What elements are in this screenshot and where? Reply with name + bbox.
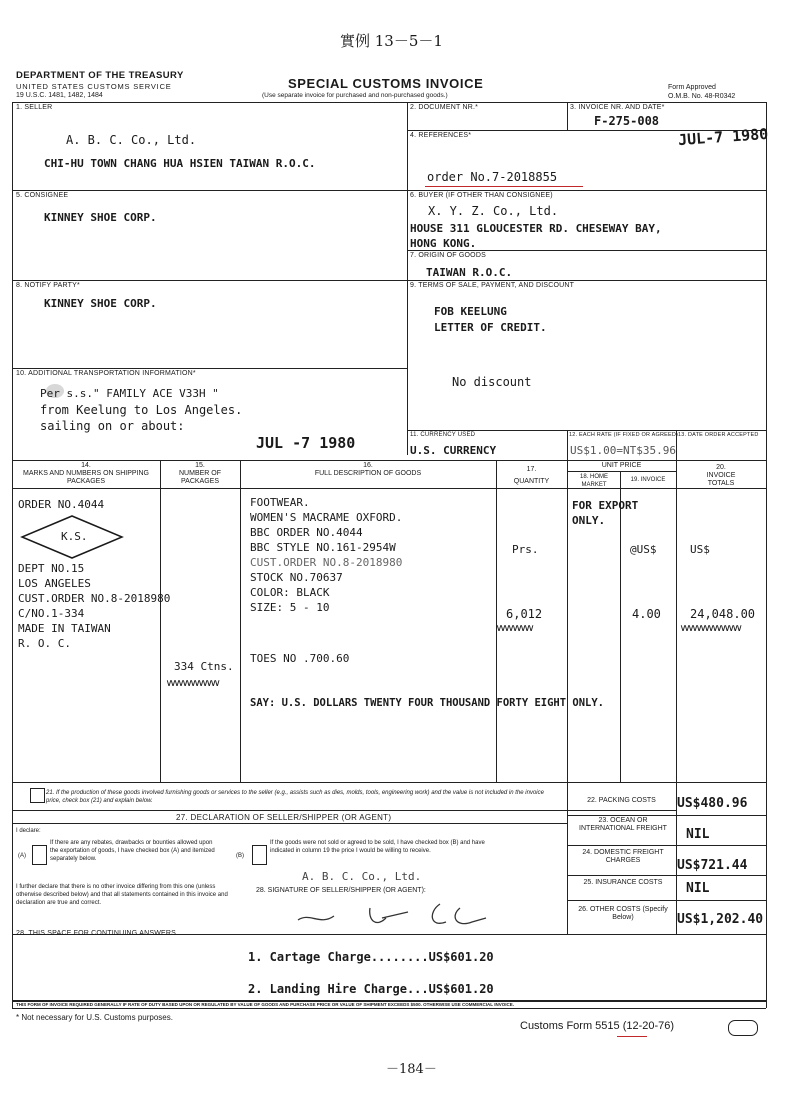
transport-label: 10. ADDITIONAL TRANSPORTATION INFORMATION* bbox=[16, 370, 196, 377]
checkbox-a-label: (A) bbox=[18, 853, 26, 859]
item21-checkbox[interactable] bbox=[30, 788, 45, 803]
totals-value: 24,048.00 bbox=[690, 607, 756, 621]
marks-made-in: MADE IN TAIWAN bbox=[18, 622, 111, 635]
seller-name: A. B. C. Co., Ltd. bbox=[66, 133, 197, 147]
packages-value: 334 Ctns. bbox=[174, 660, 234, 673]
seller-label: 1. SELLER bbox=[16, 104, 53, 111]
declare-text: I declare: bbox=[16, 828, 41, 834]
form-number-underline bbox=[617, 1036, 647, 1037]
buyer-address2: HONG KONG. bbox=[410, 237, 477, 250]
buyer-label: 6. BUYER (IF OTHER THAN CONSIGNEE) bbox=[410, 192, 553, 199]
invoice-nr-label: 3. INVOICE NR. AND DATE* bbox=[570, 104, 665, 111]
consignee-label: 5. CONSIGNEE bbox=[16, 192, 69, 199]
totals-tick-marks: ∨∨∨∨∨∨∨∨∨∨∨∨∨∨∨ bbox=[680, 623, 741, 634]
desc-say-amount: SAY: U.S. DOLLARS TWENTY FOUR THOUSAND FORTY EIGHT ONLY. bbox=[250, 697, 605, 709]
charge-domestic-label: 24. DOMESTIC FREIGHT CHARGES bbox=[582, 849, 664, 864]
stamp-company: A. B. C. Co., Ltd. bbox=[302, 870, 422, 883]
checkbox-a-text: If there are any rebates, drawbacks or bounties allowed upon the exportation of goods, I have checked box (A) and itemized separately below. bbox=[50, 840, 215, 862]
form-approved: Form Approved bbox=[668, 84, 716, 91]
charge-other-value: US$1,202.40 bbox=[677, 912, 764, 927]
quantity-unit: Prs. bbox=[512, 543, 539, 556]
invoice-number: F-275-008 bbox=[594, 114, 660, 128]
terms-line3: No discount bbox=[452, 375, 532, 389]
exchange-rate-label: 12. EACH RATE (IF FIXED OR AGREED) bbox=[569, 432, 679, 438]
col19-header: 19. INVOICE bbox=[630, 477, 666, 483]
charge-other-label: 26. OTHER COSTS (Specify Below) bbox=[578, 906, 668, 921]
desc-line4: BBC STYLE NO.161-2954W bbox=[250, 541, 396, 554]
dept-line1: DEPARTMENT OF THE TREASURY bbox=[16, 70, 184, 81]
desc-line6: STOCK NO.70637 bbox=[250, 571, 343, 584]
checkbox-a[interactable] bbox=[32, 845, 47, 865]
page-header: 實例 13－5－1 bbox=[340, 32, 443, 50]
currency-value: U.S. CURRENCY bbox=[410, 444, 497, 457]
col15-header: NUMBER OF PACKAGES bbox=[179, 470, 221, 485]
sailing-date-stamp: JUL -7 1980 bbox=[256, 434, 356, 452]
desc-line5: CUST.ORDER NO.8-2018980 bbox=[250, 556, 403, 569]
buyer-address1: HOUSE 311 GLOUCESTER RD. CHESEWAY BAY, bbox=[410, 222, 662, 235]
col20-num: 20. bbox=[716, 464, 726, 471]
notify-value: KINNEY SHOE CORP. bbox=[44, 297, 157, 310]
col17-header: QUANTITY bbox=[513, 478, 550, 485]
terms-line1: FOB KEELUNG bbox=[434, 305, 507, 318]
marks-cust-order: CUST.ORDER NO.8-2018980 bbox=[18, 592, 171, 605]
charge-packing-label: 22. PACKING COSTS bbox=[587, 797, 656, 804]
marks-dept: DEPT NO.15 bbox=[18, 562, 85, 575]
transport-route: from Keelung to Los Angeles. bbox=[40, 403, 243, 417]
origin-label: 7. ORIGIN OF GOODS bbox=[410, 252, 486, 259]
col15-num: 15. bbox=[195, 462, 205, 469]
desc-line1: FOOTWEAR. bbox=[250, 496, 310, 509]
dept-line3: 19 U.S.C. 1481, 1482, 1484 bbox=[16, 92, 103, 99]
desc-line9: TOES NO .700.60 bbox=[250, 652, 350, 665]
invoice-date-stamp: JUL-7 1980 bbox=[677, 124, 769, 150]
col16-header: FULL DESCRIPTION OF GOODS bbox=[314, 470, 422, 477]
footer-note: * Not necessary for U.S. Customs purposes. bbox=[16, 1013, 173, 1022]
further-declaration: I further declare that there is no other invoice differing from this one (unless otherwise described below) and that all statements contained in this invoice and declaration are true and correct. bbox=[16, 884, 228, 906]
omb-number: O.M.B. No. 48-R0342 bbox=[668, 93, 736, 100]
item28-line1: 1. Cartage Charge........US$601.20 bbox=[248, 950, 494, 964]
document-nr-label: 2. DOCUMENT NR.* bbox=[410, 104, 479, 111]
item21-text: 21. If the production of these goods involved furnishing goods or services to the seller (e.g., assists such as dies, molds, tools, engineering work) and the value is not included in the invoice price, check box (21) and explain below. bbox=[46, 790, 544, 804]
col14-header: MARKS AND NUMBERS ON SHIPPING PACKAGES bbox=[22, 470, 150, 485]
marks-order: ORDER NO.4044 bbox=[18, 498, 105, 511]
invoice-price-unit: @US$ bbox=[630, 543, 657, 556]
exchange-rate-value: US$1.00=NT$35.96 bbox=[570, 444, 676, 457]
checkbox-b-text: If the goods were not sold or agreed to be sold, I have checked box (B) and have indicated in column 19 the price I would be willing to receive. bbox=[270, 840, 485, 854]
marks-carton-no: C/NO.1-334 bbox=[18, 607, 85, 620]
transport-vessel: Per s.s." FAMILY ACE V33H " bbox=[40, 387, 219, 400]
charge-insurance-label: 25. INSURANCE COSTS bbox=[583, 879, 663, 886]
terms-line2: LETTER OF CREDIT. bbox=[434, 321, 547, 334]
terms-label: 9. TERMS OF SALE, PAYMENT, AND DISCOUNT bbox=[410, 282, 575, 289]
col20-header: INVOICE TOTALS bbox=[706, 472, 736, 487]
currency-label: 11. CURRENCY USED bbox=[410, 432, 476, 438]
desc-line3: BBC ORDER NO.4044 bbox=[250, 526, 363, 539]
customs-form-number: Customs Form 5515 (12-20-76) bbox=[520, 1020, 675, 1032]
marks-diamond-text: K.S. bbox=[61, 530, 88, 543]
item28-line2: 2. Landing Hire Charge...US$601.20 bbox=[248, 982, 494, 996]
quantity-tick-marks: ∨∨∨∨∨∨∨∨∨ bbox=[496, 623, 533, 634]
transport-sailing: sailing on or about: bbox=[40, 419, 185, 433]
footer-fine-print: THIS FORM OF INVOICE REQUIRED GENERALLY IF RATE OF DUTY BASED UPON OR REGULATED BY VALUE OF GOODS AND PURCHASE PRICE OR VALUE OF SHIPMENT EXCEEDS $500. OTHERWISE USE COMMERCIAL INVOICE. bbox=[16, 1002, 514, 1007]
checkbox-b[interactable] bbox=[252, 845, 267, 865]
item28-label: 28. THIS SPACE FOR CONTINUING ANSWERS bbox=[16, 930, 176, 937]
unit-price-header: UNIT PRICE bbox=[601, 462, 642, 469]
gpo-seal-icon bbox=[728, 1020, 758, 1036]
references-value: order No.7-2018855 bbox=[427, 170, 558, 184]
desc-line7: COLOR: BLACK bbox=[250, 586, 330, 599]
checkbox-b-label: (B) bbox=[236, 853, 244, 859]
invoice-price-value: 4.00 bbox=[632, 607, 661, 621]
date-order-label: 13. DATE ORDER ACCEPTED bbox=[678, 432, 759, 438]
form-subtitle: (Use separate invoice for purchased and non-purchased goods.) bbox=[262, 92, 448, 99]
form-title: SPECIAL CUSTOMS INVOICE bbox=[288, 76, 484, 91]
desc-line2: WOMEN'S MACRAME OXFORD. bbox=[250, 511, 403, 524]
desc-line8: SIZE: 5 - 10 bbox=[250, 601, 330, 614]
dept-line2: UNITED STATES CUSTOMS SERVICE bbox=[16, 82, 172, 91]
seller-address: CHI-HU TOWN CHANG HUA HSIEN TAIWAN R.O.C. bbox=[44, 157, 316, 170]
signature-scribble bbox=[290, 898, 510, 932]
marks-city: LOS ANGELES bbox=[18, 577, 91, 590]
col14-num: 14. bbox=[81, 462, 91, 469]
page-number: －184－ bbox=[386, 1062, 437, 1077]
consignee-value: KINNEY SHOE CORP. bbox=[44, 211, 157, 224]
charge-freight-value: NIL bbox=[686, 827, 710, 842]
charge-freight-label: 23. OCEAN OR INTERNATIONAL FREIGHT bbox=[579, 817, 667, 832]
notify-label: 8. NOTIFY PARTY* bbox=[16, 282, 80, 289]
home-market-value: FOR EXPORT ONLY. bbox=[572, 499, 639, 527]
charge-insurance-value: NIL bbox=[686, 881, 710, 896]
col16-num: 16. bbox=[363, 462, 373, 469]
item27-title: 27. DECLARATION OF SELLER/SHIPPER (OR AGENT) bbox=[176, 813, 392, 822]
charge-packing-value: US$480.96 bbox=[677, 796, 748, 811]
totals-unit: US$ bbox=[690, 543, 710, 556]
col18-header: 18. HOME MARKET bbox=[579, 474, 608, 488]
origin-value: TAIWAN R.O.C. bbox=[426, 266, 513, 279]
references-label: 4. REFERENCES* bbox=[410, 132, 472, 139]
signature-label: 28. SIGNATURE OF SELLER/SHIPPER (OR AGENT): bbox=[256, 887, 426, 894]
marks-roc: R. O. C. bbox=[18, 637, 71, 650]
charge-domestic-value: US$721.44 bbox=[677, 858, 748, 873]
quantity-value: 6,012 bbox=[506, 607, 543, 621]
buyer-name: X. Y. Z. Co., Ltd. bbox=[428, 204, 559, 218]
references-underline bbox=[425, 186, 583, 187]
packages-tick-marks: ∨∨∨∨∨∨∨∨∨∨∨∨∨ bbox=[166, 678, 219, 689]
col17-num: 17. bbox=[526, 466, 537, 473]
